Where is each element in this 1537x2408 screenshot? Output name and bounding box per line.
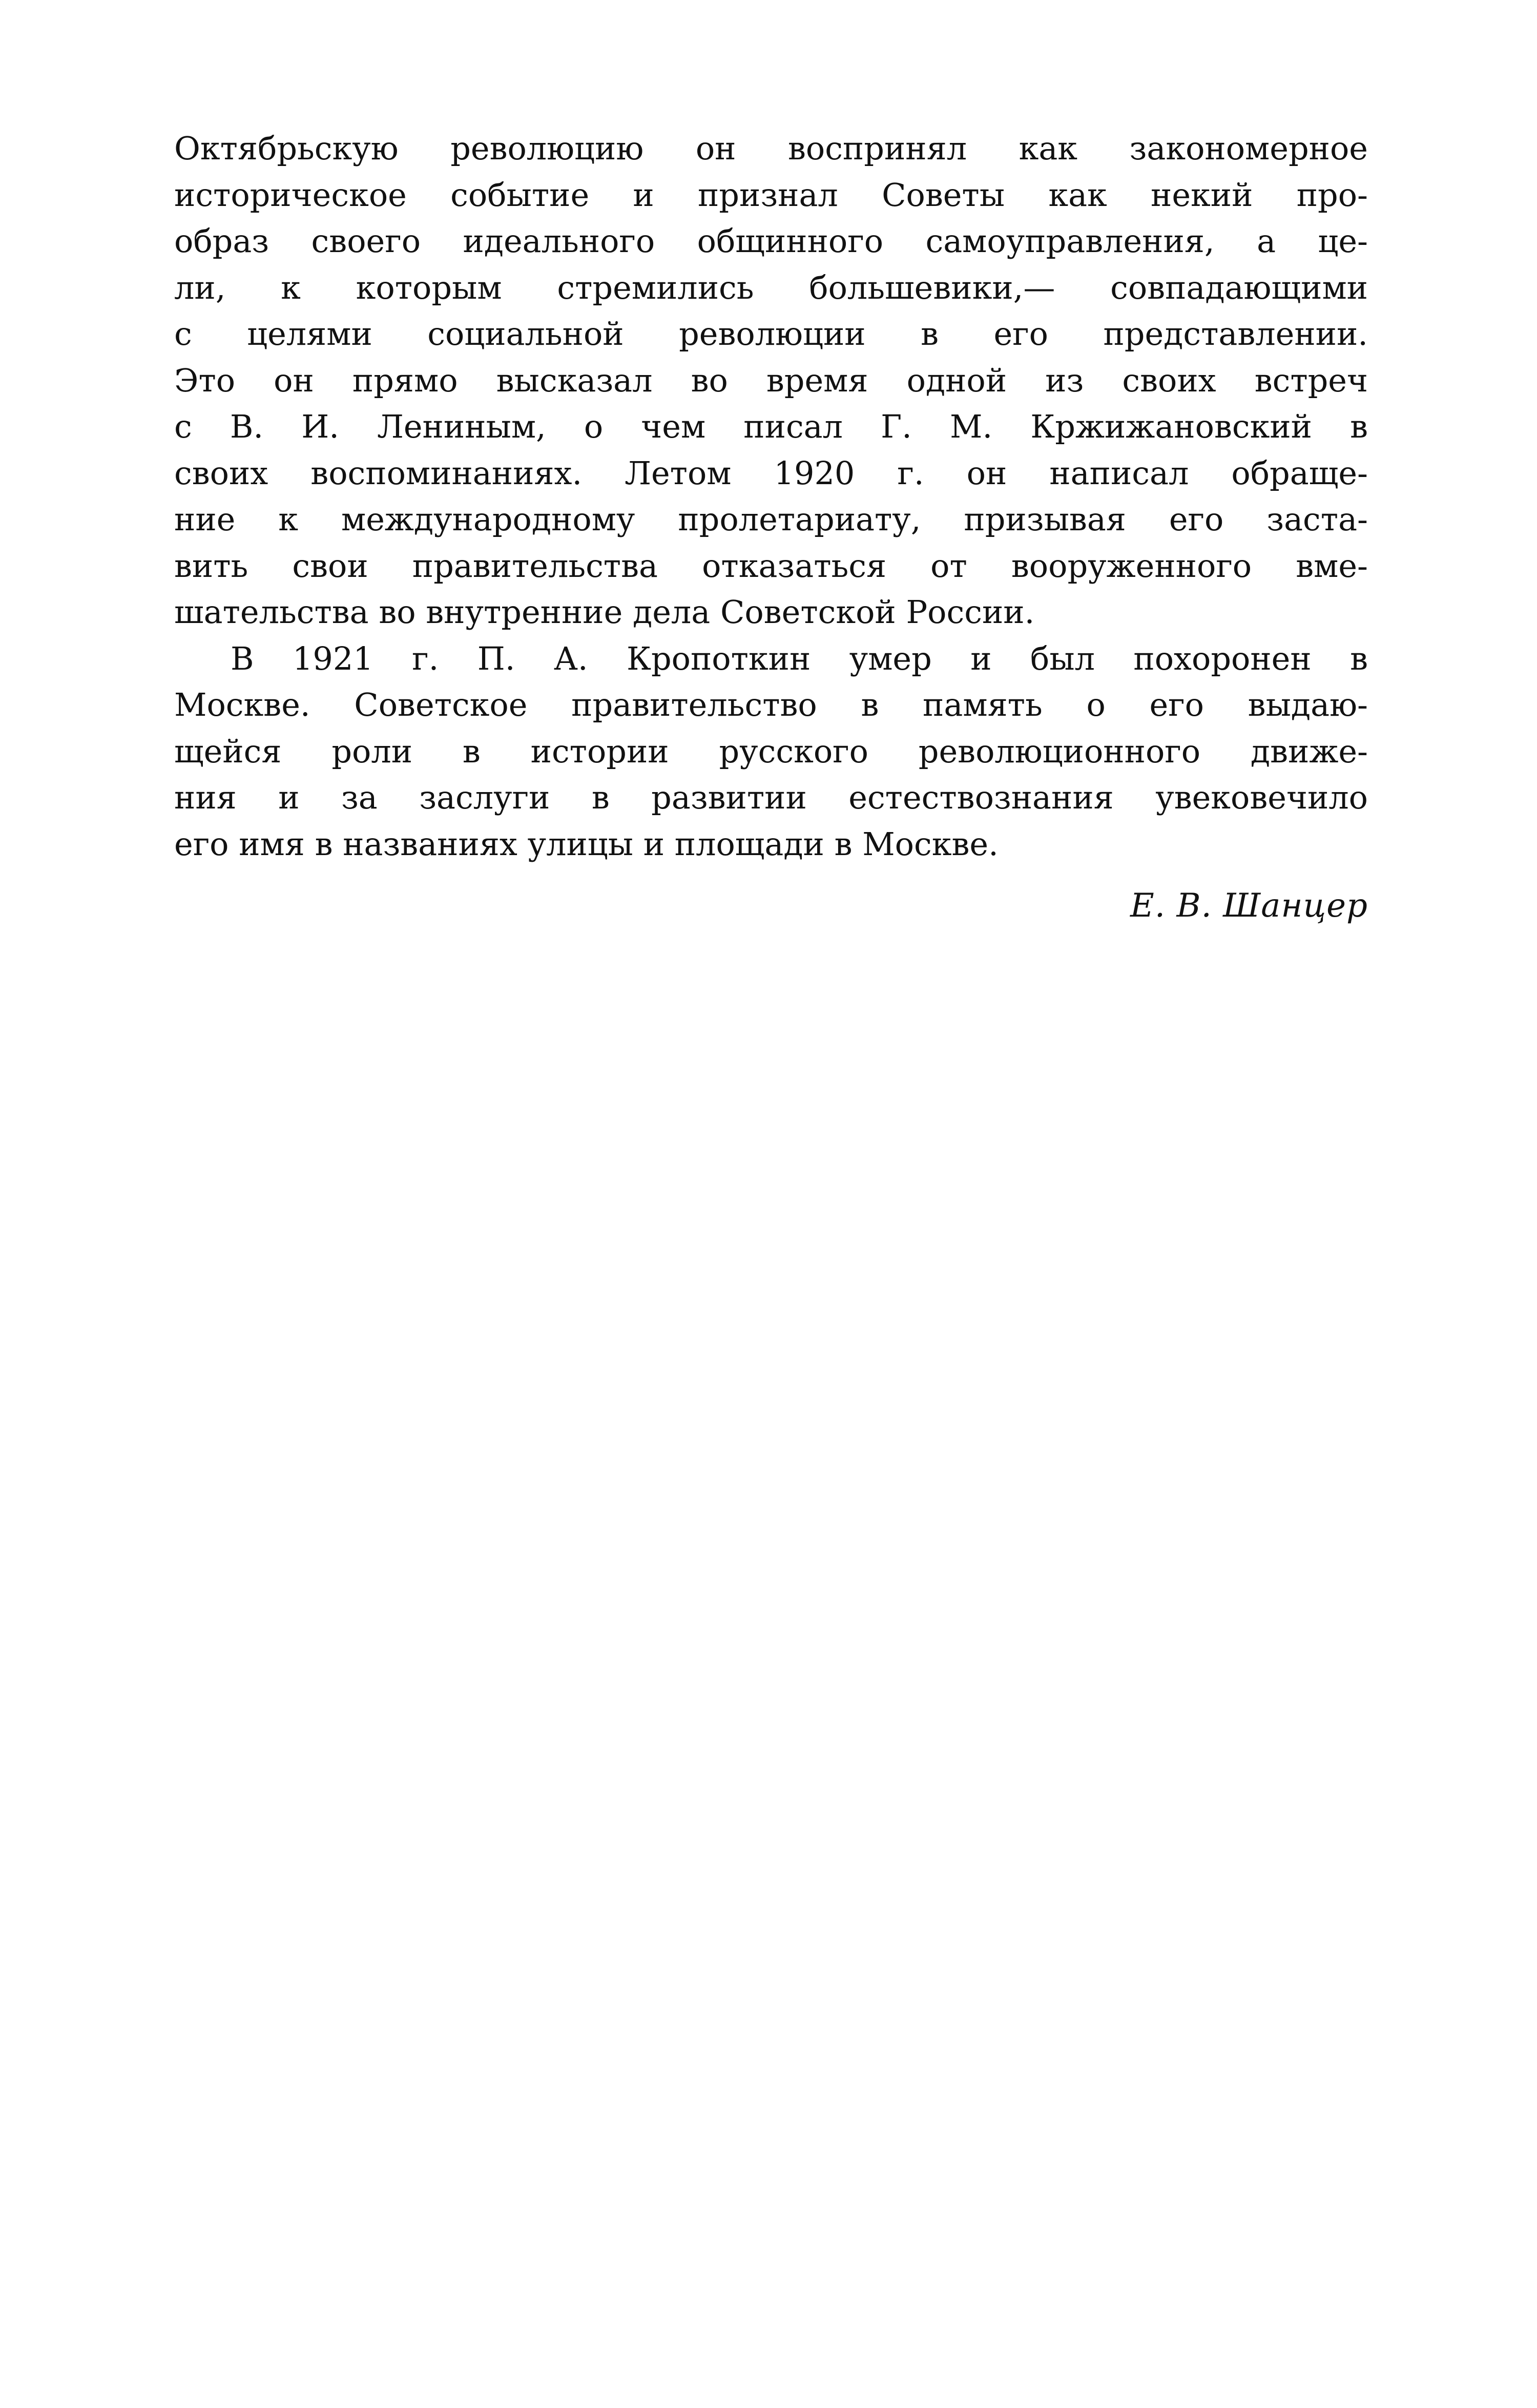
text-line: образ своего идеального общинного самоуправления, а це- [174,222,1368,260]
text-line: ние к международному пролетариату, призывая его заста- [174,501,1368,538]
text-line: его имя в названиях улицы и площади в Москве. [174,825,999,863]
text-line: Октябрьскую революцию он воспринял как закономерное [174,130,1368,167]
text-line: В 1921 г. П. А. Кропоткин умер и был похоронен в [231,639,1368,677]
author-signature: Е. В. Шанцер [1130,887,1368,925]
paragraph-1 [174,126,1368,636]
article-text [174,126,1368,929]
text-line: щейся роли в истории русского революционного движе- [174,732,1368,770]
text-line: своих воспоминаниях. Летом 1920 г. он написал обраще- [174,454,1368,492]
text-line: Это он прямо высказал во время одной из своих встреч [174,361,1368,399]
text-line: ния и за заслуги в развитии естествознания увековечило [174,779,1368,816]
text-line: историческое событие и признал Советы как некий про- [174,176,1368,214]
text-line: Москве. Советское правительство в память о его выдаю- [174,686,1368,723]
text-line: с целями социальной революции в его представлении. [174,315,1368,352]
text-line: вить свои правительства отказаться от вооруженного вме- [174,547,1368,585]
text-line: шательства во внутренние дела Советской России. [174,593,1035,631]
text-line: ли, к которым стремились большевики,— совпадающими [174,268,1368,306]
text-line: с В. И. Лениным, о чем писал Г. М. Кржижановский в [174,408,1368,445]
paragraph-2 [174,636,1368,868]
